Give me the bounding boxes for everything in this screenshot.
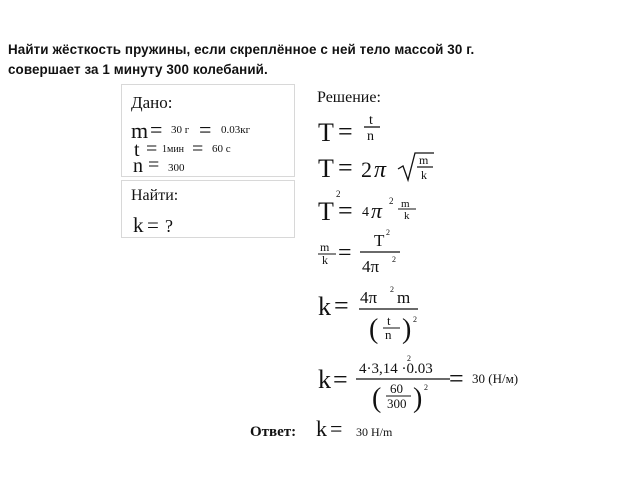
formula-5 [318, 285, 418, 345]
f6-num: 4·3,14 ·0.03 [359, 361, 433, 377]
given-n-var: n [133, 155, 143, 177]
find-k-eq: = [147, 213, 159, 237]
f4-num: m [320, 240, 330, 254]
f4-eq: = [338, 240, 352, 266]
f6-k: k [318, 365, 331, 394]
f6-eq2: = [449, 364, 464, 393]
f2-eq: = [338, 153, 353, 182]
formula-1 [318, 113, 380, 147]
given-m-eq2: = [199, 117, 212, 142]
f2-two: 2 [361, 157, 372, 182]
f6-num-exp: 2 [407, 354, 411, 363]
given-m-value: 30 г [171, 124, 190, 136]
f5-k: k [318, 292, 331, 321]
f4-rnum-exp: 2 [386, 228, 390, 237]
formula-2 [318, 153, 434, 183]
f6-eq: = [333, 365, 348, 394]
f5-n: n [385, 327, 392, 342]
f2-den: k [421, 168, 427, 182]
f5-paren-open: ( [369, 314, 379, 345]
find-k-var: k [133, 213, 144, 237]
find-k-value: ? [165, 216, 173, 236]
problem-line-1: Найти жёсткость пружины, если скреплённое с ней тело массой 30 г. [8, 42, 475, 57]
answer-k-value: 30 Н/m [356, 425, 393, 439]
given-n-eq: = [148, 154, 160, 176]
given-heading: Дано: [131, 93, 173, 112]
f3-den: k [404, 210, 410, 222]
f3-four: 4 [362, 205, 369, 220]
f5-num-exp: 2 [390, 285, 394, 294]
answer-label: Ответ: [250, 424, 297, 440]
f4-rnum: T [374, 231, 385, 250]
solution-heading: Решение: [317, 89, 381, 106]
f3-eq: = [338, 196, 353, 225]
f4-rden-exp: 2 [392, 255, 396, 264]
answer [250, 416, 393, 441]
f5-t: t [387, 313, 391, 328]
f3-pi: π [371, 198, 383, 223]
f3-num: m [401, 198, 410, 210]
given-t-value: 1мин [162, 144, 185, 155]
f4-den: k [322, 253, 328, 267]
f2-T: T [318, 154, 334, 183]
given-m-var: m [131, 118, 149, 143]
f1-T: T [318, 118, 334, 147]
answer-k-eq: = [330, 416, 343, 441]
f1-num: t [369, 113, 373, 128]
given-t-eq2: = [192, 138, 204, 160]
f5-eq: = [334, 291, 349, 320]
f3-T: T [318, 197, 334, 226]
given-t-var: t [134, 139, 140, 161]
f4-rden: 4π [362, 257, 380, 276]
f6-paren-open: ( [372, 383, 382, 414]
f6-result: 30 (Н/м) [472, 371, 519, 386]
answer-k-var: k [316, 416, 327, 441]
formula-3 [318, 189, 416, 226]
f1-den: n [367, 129, 374, 144]
f6-den-exp: 2 [424, 383, 428, 392]
f5-num-m: m [397, 288, 411, 307]
f3-T-exp: 2 [336, 189, 341, 199]
f2-num: m [419, 153, 429, 167]
find-heading: Найти: [131, 187, 179, 204]
given-m-si: 0.03кг [221, 124, 251, 136]
f6-inner-den: 300 [387, 396, 407, 411]
f2-pi: π [374, 157, 387, 183]
f6-paren-close: ) [413, 383, 423, 414]
formula-6 [318, 354, 518, 414]
f5-num: 4π [360, 288, 378, 307]
given-t-eq: = [146, 138, 158, 160]
given-t-si: 60 с [212, 143, 231, 155]
f3-pi-exp: 2 [389, 196, 394, 206]
problem-line-2: совершает за 1 минуту 300 колебаний. [8, 62, 268, 77]
f1-eq: = [338, 117, 353, 146]
f6-inner-num: 60 [390, 381, 403, 396]
f5-den-exp: 2 [413, 315, 417, 324]
given-n-value: 300 [168, 162, 185, 174]
formula-4 [318, 228, 400, 276]
given-m-eq: = [150, 117, 163, 142]
f5-paren-close: ) [402, 314, 412, 345]
